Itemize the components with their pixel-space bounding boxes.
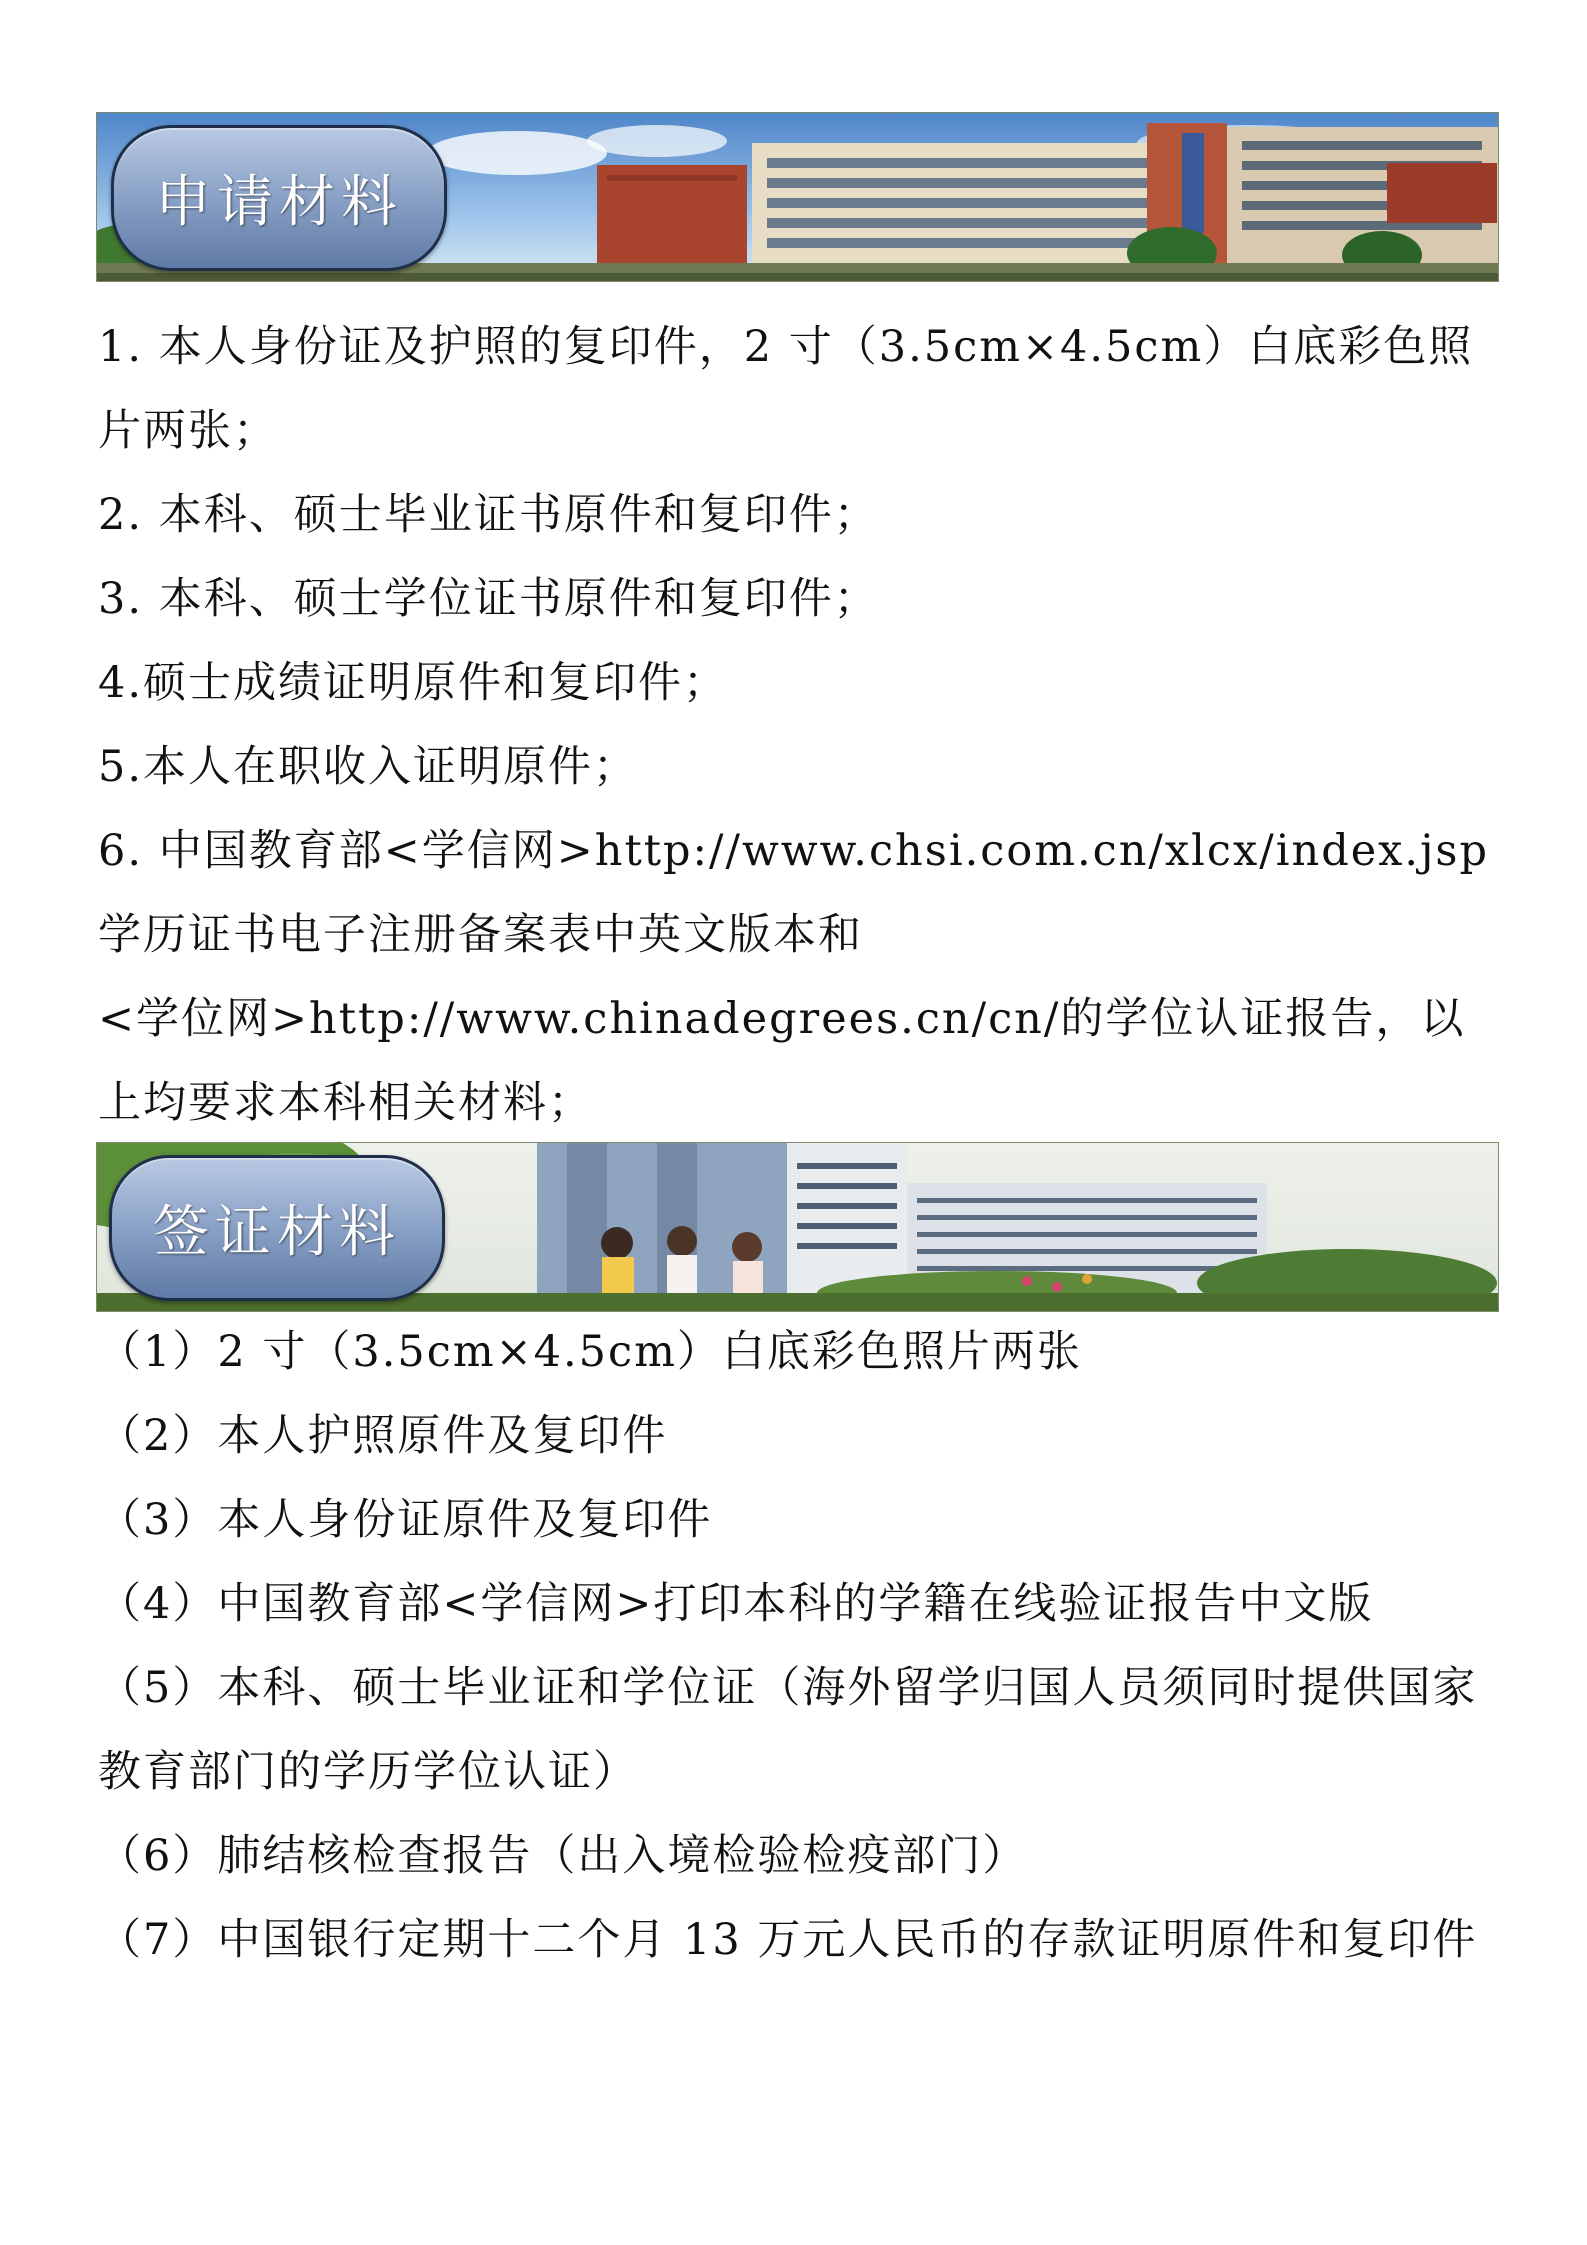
list-item: 5.本人在职收入证明原件；: [98, 742, 639, 792]
list-item: 3. 本科、硕士学位证书原件和复印件；: [98, 574, 879, 624]
banner-application-materials: [96, 112, 1499, 282]
list-item: 2. 本科、硕士毕业证书原件和复印件；: [98, 490, 879, 540]
list-item: （4）中国教育部<学信网>打印本科的学籍在线验证报告中文版: [98, 1579, 1374, 1629]
section-heading: 申请材料: [111, 125, 447, 271]
list-item: （2）本人护照原件及复印件: [98, 1411, 668, 1461]
section-heading: 签证材料: [109, 1155, 445, 1301]
banner-visa-materials: [96, 1142, 1499, 1312]
list-item: （7）中国银行定期十二个月 13 万元人民币的存款证明原件和复印件: [98, 1915, 1478, 1965]
list-item: 6. 中国教育部<学信网>http://www.chsi.com.cn/xlcx/index.jsp学历证书电子注册备案表中英文版本和: [98, 826, 1490, 960]
list-item: （6）肺结核检查报告（出入境检验检疫部门）: [98, 1831, 1028, 1881]
list-item: 4.硕士成绩证明原件和复印件；: [98, 658, 729, 708]
list-item: 1. 本人身份证及护照的复印件，2 寸（3.5cm×4.5cm）白底彩色照片两张；: [98, 322, 1474, 456]
list-item: （5）本科、硕士毕业证和学位证（海外留学归国人员须同时提供国家教育部门的学历学位认证）: [98, 1663, 1478, 1797]
list-item: （3）本人身份证原件及复印件: [98, 1495, 713, 1545]
list-item: （1）2 寸（3.5cm×4.5cm）白底彩色照片两张: [98, 1327, 1082, 1377]
list-item: <学位网>http://www.chinadegrees.cn/cn/的学位认证报告，以上均要求本科相关材料；: [98, 994, 1466, 1128]
